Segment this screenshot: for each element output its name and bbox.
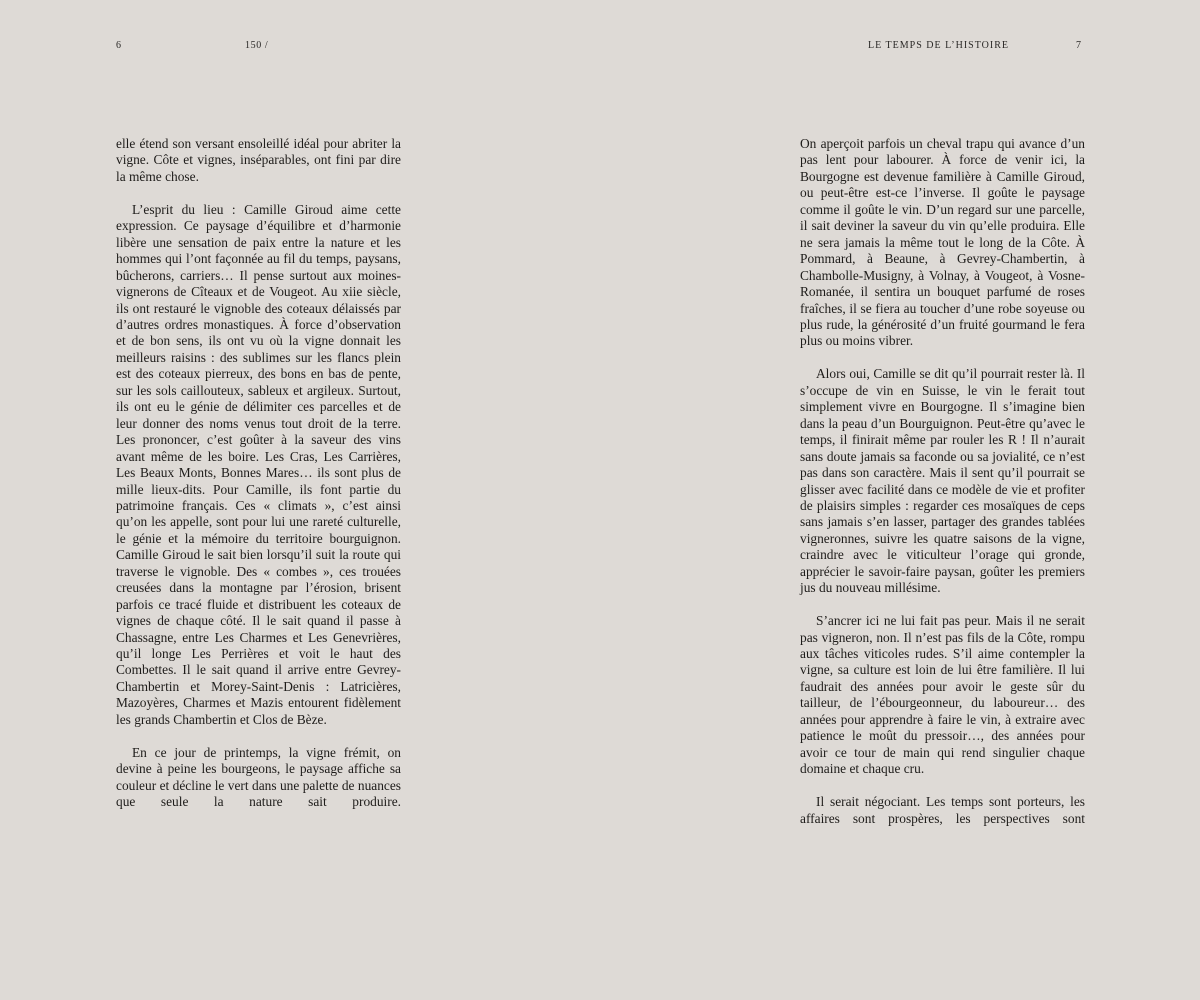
running-head-left-title: 150 / [245,40,269,51]
left-page-text-column [116,136,401,811]
right-page-text-column [800,136,1085,827]
paragraph: En ce jour de printemps, la vigne frémit, on devine à peine les bourgeons, le paysage affiche sa couleur et décline le vert dans une palette de nuances que seule la nature sait produire. [116,744,401,810]
paragraph: S’ancrer ici ne lui fait pas peur. Mais il ne serait pas vigneron, non. Il n’est pas fils de la Côte, rompu aux tâches viticoles rudes. S’il aime contempler la vigne, sa culture est loin de lui être familière. Il lui faudrait des années pour avoir le geste sûr du tailleur, de l’ébourgeonneur, du laboureur… des années pour apprendre à faire le vin, à extraire avec patience le moût du pressoir…, des années pour avoir ce tour de main qui rend singulier chaque domaine et chaque cru. [800,613,1085,777]
paragraph: Il serait négociant. Les temps sont porteurs, les affaires sont prospères, les perspectives sont [800,794,1085,826]
page-number-left: 6 [116,40,122,51]
paragraph: L’esprit du lieu : Camille Giroud aime cette expression. Ce paysage d’équilibre et d’harmonie libère une sensation de paix entre la nature et les hommes qui l’ont façonnée au fil du temps, paysans, bûcherons, carriers… Il pense surtout aux moines-vignerons de Cîteaux et de Vougeot. Au xiie siècle, ils ont restauré le vignoble des coteaux délaissés par d’autres ordres monastiques. À force d’observation et de bon sens, ils ont vu où la vigne donnait les meilleurs raisins : des sublimes sur les flancs plein est des coteaux pierreux, des bons en bas de pente, sur les sols caillouteux, sableux et argileux. Surtout, ils ont eu le génie de délimiter ces parcelles et de leur donner des noms venus tout droit de la terre. Les prononcer, c’est goûter à la saveur des vins avant même de les boire. Les Cras, Les Carrières, Les Beaux Monts, Bonnes Mares… ils sont plus de mille lieux-dits. Pour Camille, ils font partie du patrimoine français. Ces « climats », c’est ainsi qu’on les appelle, sont pour lui une rareté culturelle, le génie et la mémoire du territoire bourguignon. Camille Giroud le sait bien lorsqu’il suit la route qui traverse le vignoble. Des « combes », ces trouées creusées dans la montagne par l’érosion, brisent parfois ce tracé fluide et distribuent les coteaux de vignes de chaque côté. Il le sait quand il passe à Chassagne, entre Les Charmes et Les Genevrières, qu’il longe Les Perrières et voit le haut des Combettes. Il le sait quand il arrive entre Gevrey-Chambertin et Morey-Saint-Denis : Latricières, Mazoyères, Charmes et Mazis entourent fidèlement les grands Chambertin et Clos de Bèze. [116,201,401,727]
page-number-right: 7 [1076,40,1082,51]
running-head-right-title: LE TEMPS DE L’HISTOIRE [868,40,1009,51]
paragraph: Alors oui, Camille se dit qu’il pourrait rester là. Il s’occupe de vin en Suisse, le vin le ferait tout simplement vivre en Bourgogne. Il s’imagine bien dans la peau d’un Bourguignon. Peut-être qu’avec le temps, il finirait même par rouler les R ! Il n’aurait sans doute jamais sa faconde ou sa jovialité, ce n’est pas dans son caractère. Mais il sent qu’il pourrait se glisser avec facilité dans ce modèle de vie et profiter de plaisirs simples : regarder ces mosaïques de ceps sans jamais s’en lasser, partager des grandes tablées vigneronnes, suivre les quatre saisons de la vigne, craindre avec le viticulteur l’orage qui gronde, apprécier le savoir-faire paysan, goûter les premiers jus du nouveau millésime. [800,366,1085,596]
paragraph: On aperçoit parfois un cheval trapu qui avance d’un pas lent pour labourer. À force de venir ici, la Bourgogne est devenue familière à Camille Giroud, ou peut-être est-ce l’inverse. Il goûte le paysage comme il goûte le vin. D’un regard sur une parcelle, il sait deviner la saveur du vin qu’elle produira. Elle ne sera jamais la même tout le long de la Côte. À Pommard, à Beaune, à Gevrey-Chambertin, à Chambolle-Musigny, à Volnay, à Vougeot, à Vosne-Romanée, il sentira un bouquet parfumé de roses fraîches, il se fiera au toucher d’une robe soyeuse ou plus rude, la générosité d’un fruité gourmand le fera plus ou moins vibrer. [800,136,1085,349]
paragraph: elle étend son versant ensoleillé idéal pour abriter la vigne. Côte et vignes, inséparables, ont fini par dire la même chose. [116,136,401,184]
